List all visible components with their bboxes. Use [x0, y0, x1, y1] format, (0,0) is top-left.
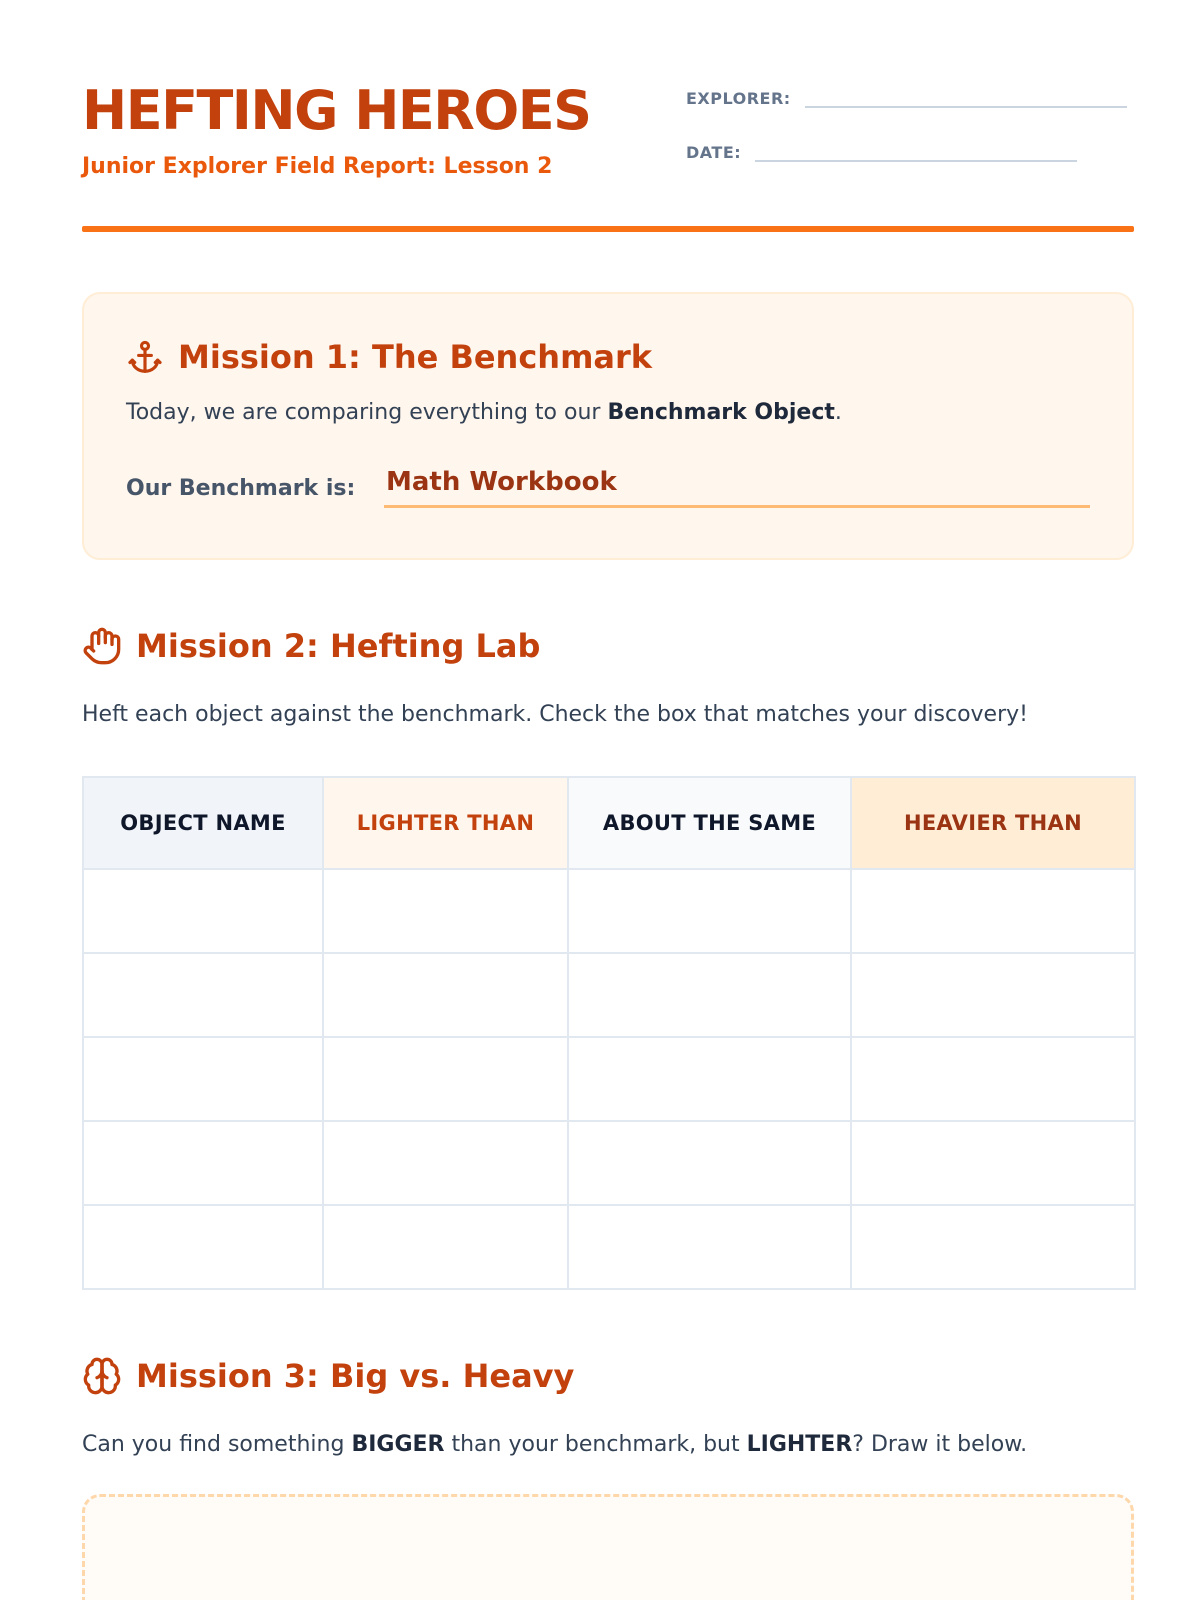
- drawing-area[interactable]: [82, 1494, 1134, 1600]
- heavier-than-cell[interactable]: [851, 1037, 1135, 1121]
- heavier-than-cell[interactable]: [851, 953, 1135, 1037]
- about-the-same-cell[interactable]: [568, 869, 851, 953]
- mission-1-text: [126, 400, 842, 425]
- mission-1-text-bold: Benchmark Object: [607, 400, 835, 425]
- explorer-label: EXPLORER:: [686, 89, 791, 108]
- mission-1-heading: [126, 338, 652, 376]
- hefting-lab-table: [82, 776, 1136, 1290]
- object-name-cell[interactable]: [83, 1121, 323, 1205]
- table-row: [83, 1037, 1135, 1121]
- lighter-than-cell[interactable]: [323, 869, 568, 953]
- mission-3-title: Mission 3: Big vs. Heavy: [136, 1357, 575, 1395]
- worksheet-page: [82, 0, 1134, 1600]
- mission-3-text-part-3: ? Draw it below.: [852, 1432, 1028, 1457]
- object-name-cell[interactable]: [83, 869, 323, 953]
- mission-1-text-after: .: [834, 400, 842, 425]
- table-row: [83, 1205, 1135, 1289]
- object-name-cell[interactable]: [83, 1037, 323, 1121]
- header-object-name: OBJECT NAME: [83, 777, 323, 869]
- table-row: [83, 953, 1135, 1037]
- brain-icon: [82, 1356, 122, 1396]
- mission-2-heading: [82, 626, 540, 666]
- anchor-icon: [126, 338, 164, 376]
- heavier-than-cell[interactable]: [851, 1121, 1135, 1205]
- lighter-than-cell[interactable]: [323, 1205, 568, 1289]
- mission-3-text-part-2: than your benchmark, but: [444, 1432, 747, 1457]
- benchmark-label: Our Benchmark is:: [126, 476, 356, 501]
- mission-2-text: Heft each object against the benchmark. Check the box that matches your discovery!: [82, 702, 1028, 727]
- heavier-than-cell[interactable]: [851, 869, 1135, 953]
- mission-3-text-part-1: Can you find something: [82, 1432, 352, 1457]
- lighter-than-cell[interactable]: [323, 1121, 568, 1205]
- header-about-the-same: ABOUT THE SAME: [568, 777, 851, 869]
- mission-2-title: Mission 2: Hefting Lab: [136, 627, 541, 665]
- hand-icon: [82, 626, 122, 666]
- object-name-cell[interactable]: [83, 953, 323, 1037]
- benchmark-input[interactable]: Math Workbook: [384, 462, 1090, 508]
- heavier-than-cell[interactable]: [851, 1205, 1135, 1289]
- mission-1-title: Mission 1: The Benchmark: [178, 338, 653, 376]
- about-the-same-cell[interactable]: [568, 1205, 851, 1289]
- lighter-than-cell[interactable]: [323, 953, 568, 1037]
- date-field: [686, 142, 1077, 162]
- table-row: [83, 869, 1135, 953]
- worksheet-header: [82, 80, 1134, 235]
- lighter-than-cell[interactable]: [323, 1037, 568, 1121]
- explorer-field: [686, 88, 1127, 108]
- mission-3-heading: [82, 1356, 574, 1396]
- about-the-same-cell[interactable]: [568, 1037, 851, 1121]
- mission-3-text: [82, 1432, 1027, 1457]
- header-lighter-than: LIGHTER THAN: [323, 777, 568, 869]
- header-heavier-than: HEAVIER THAN: [851, 777, 1135, 869]
- about-the-same-cell[interactable]: [568, 953, 851, 1037]
- date-line[interactable]: [755, 142, 1077, 162]
- page-subtitle: Junior Explorer Field Report: Lesson 2: [82, 154, 553, 179]
- about-the-same-cell[interactable]: [568, 1121, 851, 1205]
- mission-1-text-before: Today, we are comparing everything to our: [126, 400, 608, 425]
- date-label: DATE:: [686, 143, 742, 162]
- mission-3-bold-bigger: BIGGER: [351, 1432, 445, 1457]
- table-header-row: [83, 777, 1135, 869]
- table-row: [83, 1121, 1135, 1205]
- mission-1-card: [82, 292, 1134, 560]
- mission-3-bold-lighter: LIGHTER: [746, 1432, 853, 1457]
- header-divider: [82, 226, 1134, 232]
- object-name-cell[interactable]: [83, 1205, 323, 1289]
- explorer-line[interactable]: [805, 88, 1127, 108]
- page-title: HEFTING HEROES: [82, 79, 591, 142]
